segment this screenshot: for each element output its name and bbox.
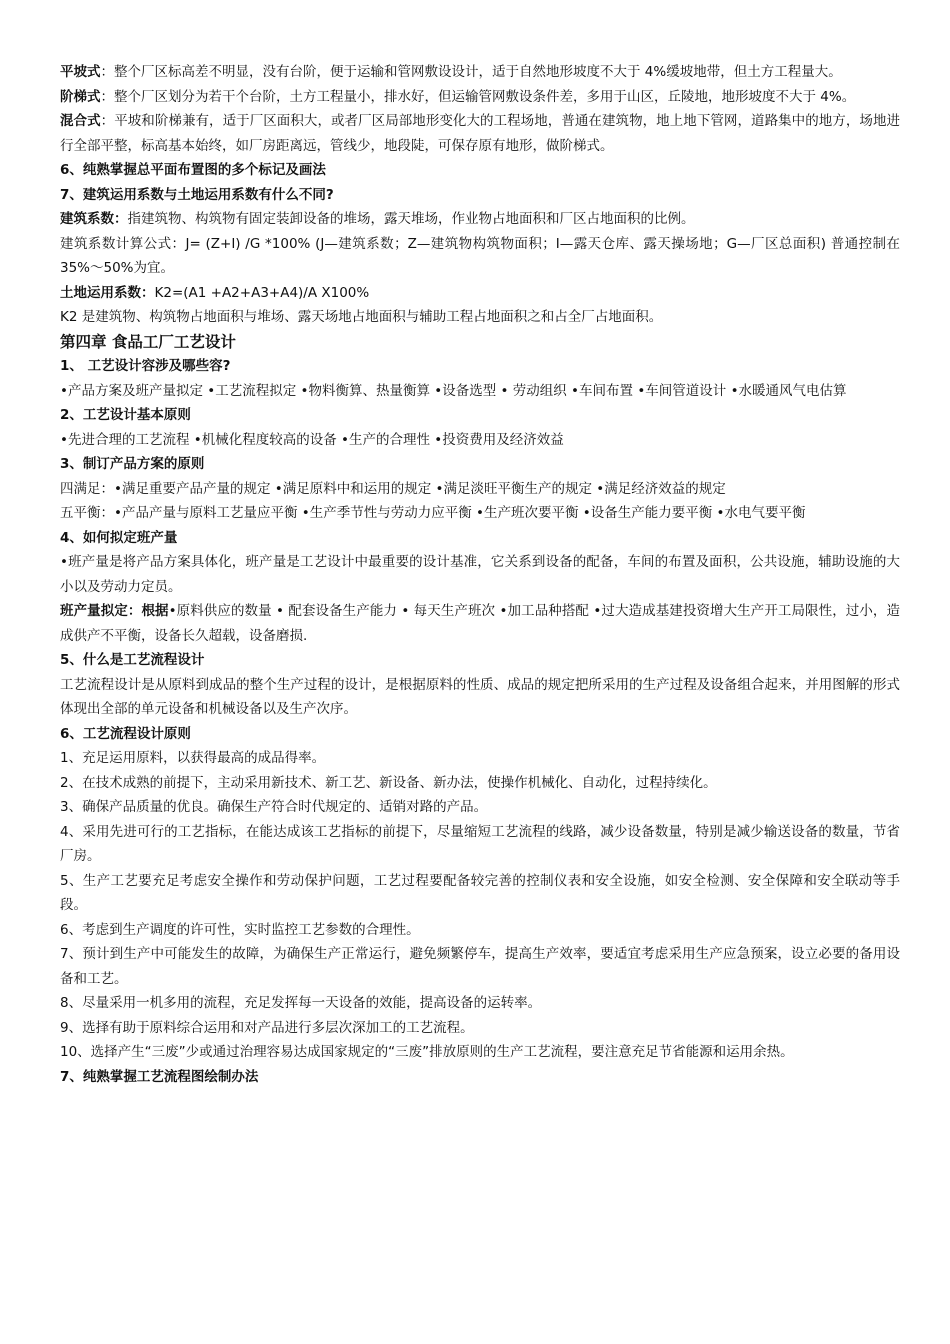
text-mixed: ：平坡和阶梯兼有，适于厂区面积大，或者厂区局部地形变化大的工程场地，普通在建筑物，地上地下管网，道路集中的地方，场地进行全部平整，标高基本始终，如厂房距离远，管线少，地段陡，可保存原有地形，做阶梯式。 bbox=[60, 113, 901, 154]
principle-item-5: 5、生产工艺要充足考虑安全操作和劳动保护问题，工艺过程要配备较完善的控制仪表和安全设施，如安全检测、安全保障和安全联动等手段。 bbox=[60, 872, 900, 913]
paragraph-land-coefficient bbox=[60, 281, 900, 306]
paragraph-five-balance: 五平衡：•产品产量与原料工艺量应平衡 •生产季节性与劳动力应平衡 •生产班次要平衡 •设备生产能力要平衡 •水电气要平衡 bbox=[60, 505, 806, 521]
heading-6-layout-marks: 6、纯熟掌握总平面布置图的多个标记及画法 bbox=[60, 162, 326, 178]
chapter-title: 第四章 食品工厂工艺设计 bbox=[60, 332, 236, 351]
paragraph-flat-slope bbox=[60, 60, 900, 85]
heading-3-product-plan: 3、制订产品方案的原则 bbox=[60, 456, 205, 472]
paragraph-process-design: 工艺流程设计是从原料到成品的整个生产过程的设计，是根据原料的性质、成品的规定把所采用的生产过程及设备组合起来，并用图解的形式体现出全部的单元设备和机械设备以及生产次序。 bbox=[60, 676, 900, 717]
principle-item-4: 4、采用先进可行的工艺指标，在能达成该工艺指标的前提下，尽量缩短工艺流程的线路，减少设备数量，特别是减少输送设备的数量，节省厂房。 bbox=[60, 823, 900, 864]
text-flat-slope: ：整个厂区标高差不明显，没有台阶，便于运输和管网敷设设计，适于自然地形坡度不大于 4%缓坡地带，但土方工程量大。 bbox=[100, 64, 842, 80]
term-land-coefficient: 土地运用系数： bbox=[60, 284, 155, 301]
term-mixed: 混合式 bbox=[60, 113, 101, 129]
text-land-coefficient: K2=(A1 +A2+A3+A4)/A X100% bbox=[154, 284, 370, 301]
principle-item-8: 8、尽量采用一机多用的流程，充足发挥每一天设备的效能，提高设备的运转率。 bbox=[60, 995, 542, 1011]
text-building-coefficient: 指建筑物、构筑物有固定装卸设备的堆场，露天堆场，作业物占地面积和厂区占地面积的比例。 bbox=[127, 211, 695, 227]
paragraph-building-formula: 建筑系数计算公式：J= (Z+I) /G *100% (J—建筑系数；Z—建筑物构筑物面积；I—露天仓库、露天操场地；G—厂区总面积) 普通控制在 35%～50%为宜。 bbox=[60, 235, 900, 276]
term-flat-slope: 平坡式 bbox=[60, 64, 101, 80]
heading-4-shift-output: 4、如何拟定班产量 bbox=[60, 529, 178, 546]
principle-item-10: 10、选择产生“三废”少或通过治理容易达成国家规定的“三废”排放原则的生产工艺流程，要注意充足节省能源和运用余热。 bbox=[60, 1044, 794, 1060]
term-shift-output-basis: 班产量拟定：根据 bbox=[60, 603, 169, 619]
paragraph-building-coefficient bbox=[60, 207, 900, 232]
paragraph-k2-definition: K2 是建筑物、构筑物占地面积与堆场、露天场地占地面积与辅助工程占地面积之和占全厂占地面积。 bbox=[60, 309, 663, 325]
paragraph-shift-output: •班产量是将产品方案具体化，班产量是工艺设计中最重要的设计基准，它关系到设备的配备，车间的布置及面积，公共设施，辅助设施的大小以及劳动力定员。 bbox=[60, 554, 900, 595]
paragraph-stepped bbox=[60, 85, 900, 110]
heading-7-coefficients: 7、建筑运用系数与土地运用系数有什么不同? bbox=[60, 186, 334, 203]
term-building-coefficient: 建筑系数： bbox=[60, 211, 128, 227]
term-stepped: 阶梯式 bbox=[60, 88, 101, 105]
text-stepped: ：整个厂区划分为若干个台阶，土方工程量小，排水好，但运输管网敷设条件差，多用于山区，丘陵地，地形坡度不大于 4%。 bbox=[100, 88, 856, 105]
principle-item-7: 7、预计到生产中可能发生的故障，为确保生产正常运行，避免频繁停车，提高生产效率，要适宜考虑采用生产应急预案，设立必要的备用设备和工艺。 bbox=[60, 946, 900, 987]
principle-item-6: 6、考虑到生产调度的许可性，实时监控工艺参数的合理性。 bbox=[60, 921, 420, 938]
heading-1-scope: 1、 工艺设计容涉及哪些容? bbox=[60, 358, 231, 374]
heading-7-flowchart: 7、纯熟掌握工艺流程图绘制办法 bbox=[60, 1068, 259, 1085]
heading-6-process-principles: 6、工艺流程设计原则 bbox=[60, 725, 191, 742]
paragraph-four-satisfy: 四满足：•满足重要产品产量的规定 •满足原料中和运用的规定 •满足淡旺平衡生产的规定 •满足经济效益的规定 bbox=[60, 480, 726, 497]
principle-item-3: 3、确保产品质量的优良。确保生产符合时代规定的、适销对路的产品。 bbox=[60, 799, 488, 815]
paragraph-shift-output-basis bbox=[60, 599, 900, 648]
paragraph-principles-list: •先进合理的工艺流程 •机械化程度较高的设备 •生产的合理性 •投资费用及经济效益 bbox=[60, 431, 564, 448]
principle-item-2: 2、在技术成熟的前提下，主动采用新技术、新工艺、新设备、新办法，使操作机械化、自动化，过程持续化。 bbox=[60, 774, 717, 791]
principle-item-9: 9、选择有助于原料综合运用和对产品进行多层次深加工的工艺流程。 bbox=[60, 1019, 474, 1036]
heading-2-principles: 2、工艺设计基本原则 bbox=[60, 407, 191, 423]
principle-item-1: 1、充足运用原料，以获得最高的成品得率。 bbox=[60, 750, 326, 766]
paragraph-scope-list: •产品方案及班产量拟定 •工艺流程拟定 •物料衡算、热量衡算 •设备选型 • 劳动组织 •车间布置 •车间管道设计 •水暖通风气电估算 bbox=[60, 382, 847, 399]
paragraph-mixed bbox=[60, 109, 900, 158]
text-shift-output-basis: •原料供应的数量 • 配套设备生产能力 • 每天生产班次 •加工品种搭配 •过大造成基建投资增大生产开工局限性，过小，造成供产不平衡，设备长久超载，设备磨损. bbox=[60, 603, 900, 644]
heading-5-process-design: 5、什么是工艺流程设计 bbox=[60, 652, 205, 668]
